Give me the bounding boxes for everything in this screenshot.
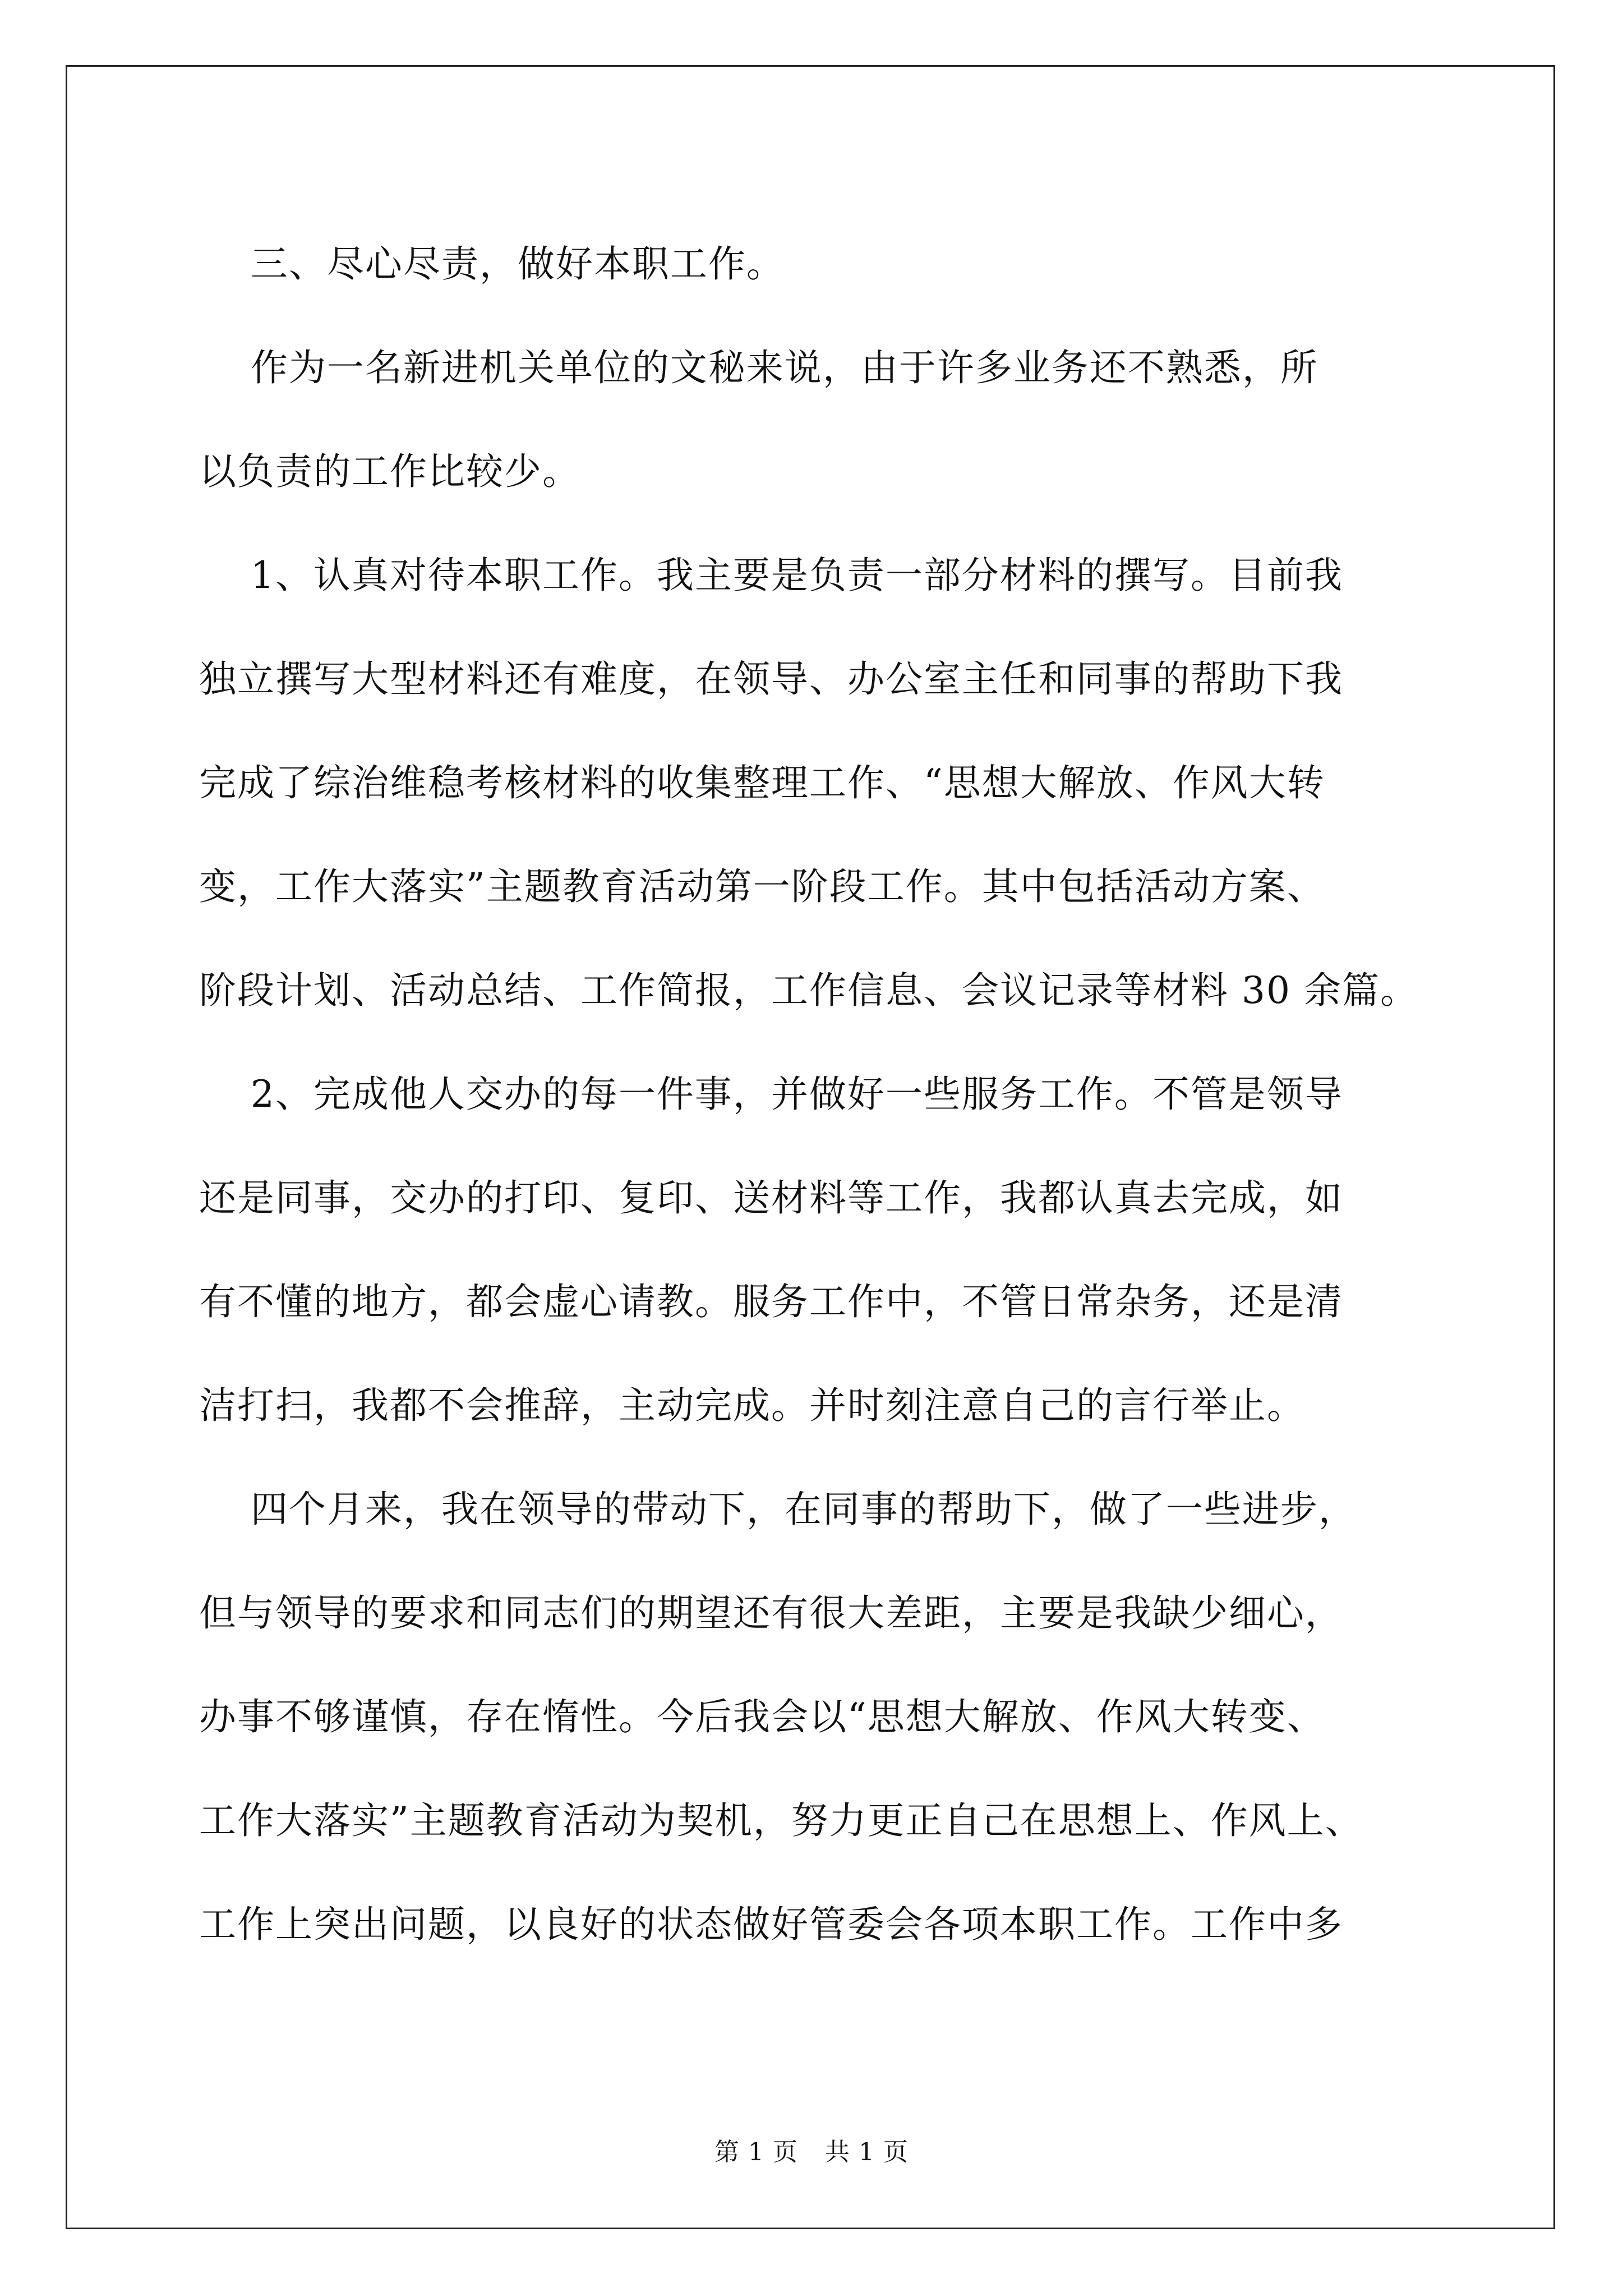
text-line: 2、完成他人交办的每一件事，并做好一些服务工作。不管是领导 <box>199 1073 1343 1116</box>
text-line: 作为一名新进机关单位的文秘来说，由于许多业务还不熟悉，所 <box>199 346 1318 389</box>
text-line: 但与领导的要求和同志们的期望还有很大差距，主要是我缺少细心， <box>199 1591 1343 1635</box>
page-number-total: 共 1 页 <box>825 2138 909 2166</box>
page-footer <box>0 2132 1623 2168</box>
text-line: 有不懂的地方，都会虚心请教。服务工作中，不管日常杂务，还是清 <box>199 1280 1343 1323</box>
text-line: 阶段计划、活动总结、工作简报，工作信息、会议记录等材料 30 余篇。 <box>199 969 1418 1012</box>
text-line: 还是同事，交办的打印、复印、送材料等工作，我都认真去完成，如 <box>199 1176 1343 1220</box>
text-line: 办事不够谨慎，存在惰性。今后我会以“思想大解放、作风大转变、 <box>199 1695 1325 1738</box>
document-body <box>199 212 1444 1976</box>
text-line: 完成了综治维稳考核材料的收集整理工作、“思想大解放、作风大转 <box>199 761 1325 804</box>
text-line: 1、认真对待本职工作。我主要是负责一部分材料的撰写。目前我 <box>199 554 1343 597</box>
text-line: 工作大落实”主题教育活动为契机，努力更正自己在思想上、作风上、 <box>199 1799 1363 1842</box>
text-line: 变，工作大落实”主题教育活动第一阶段工作。其中包括活动方案、 <box>199 865 1325 908</box>
text-line: 四个月来，我在领导的带动下，在同事的帮助下，做了一些进步， <box>199 1488 1357 1531</box>
page-number-current: 第 1 页 <box>714 2138 798 2166</box>
text-line: 工作上突出问题，以良好的状态做好管委会各项本职工作。工作中多 <box>199 1903 1343 1946</box>
text-line: 独立撰写大型材料还有难度，在领导、办公室主任和同事的帮助下我 <box>199 657 1343 701</box>
text-line: 洁打扫，我都不会推辞，主动完成。并时刻注意自己的言行举止。 <box>199 1384 1305 1427</box>
text-line: 以负责的工作比较少。 <box>199 450 580 493</box>
text-line: 三、尽心尽责，做好本职工作。 <box>199 242 785 286</box>
